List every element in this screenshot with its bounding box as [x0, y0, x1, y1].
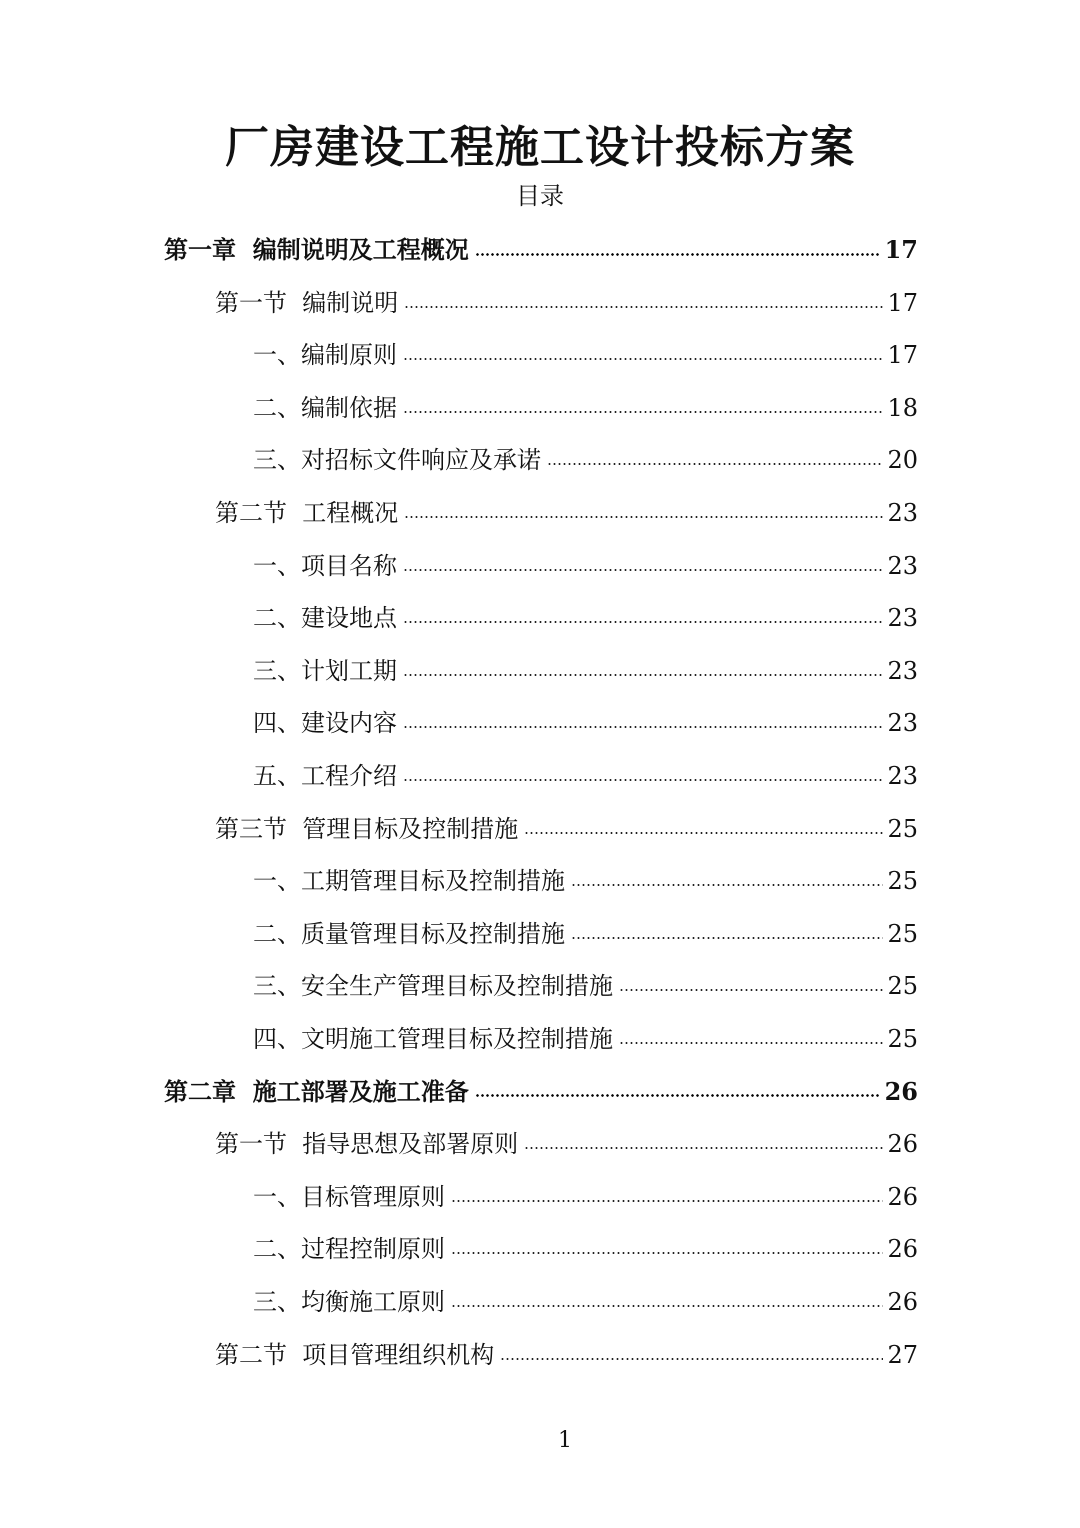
toc-entry-label: 第二章 施工部署及施工准备	[164, 1076, 469, 1106]
toc-entry[interactable]	[253, 592, 918, 644]
toc-entry-page: 27	[887, 1340, 918, 1369]
toc-dot-leader	[547, 463, 883, 465]
document-title: 厂房建设工程施工设计投标方案	[225, 122, 855, 173]
toc-entry-page: 25	[887, 867, 918, 896]
page-number: 1	[558, 1428, 572, 1453]
toc-entry-label: 第一节 编制说明	[215, 288, 399, 317]
toc-entry[interactable]	[253, 1223, 918, 1275]
toc-entry-label: 二、质量管理目标及控制措施	[253, 919, 565, 948]
toc-entry-page: 17	[887, 288, 918, 317]
toc-dot-leader	[475, 1094, 881, 1097]
toc-entry[interactable]	[164, 224, 918, 276]
toc-entry-label: 四、建设内容	[253, 709, 397, 738]
toc-entry-page: 26	[887, 1182, 918, 1211]
toc-dot-leader	[619, 989, 883, 991]
toc-entry[interactable]	[253, 697, 918, 749]
toc-entry-page: 23	[887, 604, 918, 633]
toc-entry[interactable]	[215, 277, 918, 329]
toc-entry-label: 第一章 编制说明及工程概况	[164, 235, 469, 264]
toc-dot-leader	[403, 779, 883, 781]
toc-dot-leader	[451, 1305, 883, 1307]
toc-dot-leader	[403, 726, 883, 728]
toc-dot-leader	[475, 253, 881, 256]
toc-dot-leader	[403, 674, 883, 676]
toc-dot-leader	[403, 569, 883, 571]
toc-entry[interactable]	[253, 1171, 918, 1223]
toc-entry-label: 三、对招标文件响应及承诺	[253, 446, 541, 475]
toc-entry-page: 26	[887, 1288, 918, 1316]
toc-entry-page: 23	[887, 551, 918, 580]
toc-dot-leader	[451, 1200, 883, 1202]
toc-entry-label: 第二节 项目管理组织机构	[215, 1340, 495, 1369]
toc-entry[interactable]	[253, 329, 918, 381]
toc-entry[interactable]	[253, 540, 918, 592]
toc-entry-page: 18	[887, 393, 918, 422]
toc-entry-page: 26	[884, 1076, 918, 1106]
toc-entry[interactable]	[215, 487, 918, 539]
toc-entry-label: 三、均衡施工原则	[253, 1288, 445, 1316]
toc-entry[interactable]	[215, 1329, 918, 1381]
toc-entry-label: 四、文明施工管理目标及控制措施	[253, 1025, 613, 1053]
toc-dot-leader	[619, 1042, 883, 1044]
toc-entry-label: 二、编制依据	[253, 393, 397, 422]
toc-entry-label: 第二节 工程概况	[215, 499, 399, 527]
toc-dot-leader	[571, 884, 883, 886]
toc-entry-label: 一、编制原则	[253, 341, 397, 370]
toc-entry-page: 26	[887, 1235, 918, 1264]
toc-entry-page: 23	[887, 762, 918, 790]
toc-entry[interactable]	[253, 1013, 918, 1065]
toc-dot-leader	[500, 1358, 883, 1360]
toc-entry[interactable]	[164, 1066, 918, 1118]
toc-dot-leader	[403, 358, 883, 360]
toc-entry-page: 23	[887, 709, 918, 738]
toc-entry-label: 一、工期管理目标及控制措施	[253, 867, 565, 896]
toc-entry[interactable]	[215, 1118, 918, 1170]
toc-dot-leader	[403, 621, 883, 623]
toc-entry-page: 25	[887, 972, 918, 1001]
toc-entry-label: 二、建设地点	[253, 604, 397, 633]
toc-dot-leader	[404, 516, 883, 518]
toc-entry-label: 三、安全生产管理目标及控制措施	[253, 972, 613, 1001]
toc-entry[interactable]	[253, 382, 918, 434]
toc-entry-label: 二、过程控制原则	[253, 1235, 445, 1264]
toc-entry[interactable]	[253, 960, 918, 1012]
toc-entry-page: 26	[887, 1130, 918, 1159]
toc-entry-label: 第一节 指导思想及部署原则	[215, 1130, 519, 1159]
toc-entry[interactable]	[253, 855, 918, 907]
toc-dot-leader	[404, 306, 883, 308]
toc-heading: 目录	[516, 182, 564, 210]
toc-entry[interactable]	[253, 434, 918, 486]
toc-entry[interactable]	[253, 1276, 918, 1328]
toc-entry-page: 25	[887, 919, 918, 948]
toc-entry-page: 20	[887, 446, 918, 475]
toc-entry-label: 五、工程介绍	[253, 762, 397, 790]
toc-entry-label: 第三节 管理目标及控制措施	[215, 814, 519, 843]
toc-dot-leader	[571, 937, 883, 939]
toc-entry-page: 17	[884, 235, 918, 264]
toc-entry-label: 一、项目名称	[253, 551, 397, 580]
toc-entry[interactable]	[215, 803, 918, 855]
toc-entry[interactable]	[253, 750, 918, 802]
toc-dot-leader	[524, 832, 883, 834]
toc-dot-leader	[524, 1147, 883, 1149]
toc-entry-label: 一、目标管理原则	[253, 1182, 445, 1211]
toc-dot-leader	[403, 411, 883, 413]
toc-entry[interactable]	[253, 645, 918, 697]
toc-dot-leader	[451, 1252, 883, 1254]
toc-entry-page: 23	[887, 499, 918, 527]
toc-entry-page: 25	[887, 814, 918, 843]
toc-entry[interactable]	[253, 908, 918, 960]
toc-entry-page: 23	[887, 656, 918, 685]
toc-entry-label: 三、计划工期	[253, 656, 397, 685]
toc-entry-page: 17	[887, 341, 918, 370]
toc-entry-page: 25	[887, 1025, 918, 1053]
